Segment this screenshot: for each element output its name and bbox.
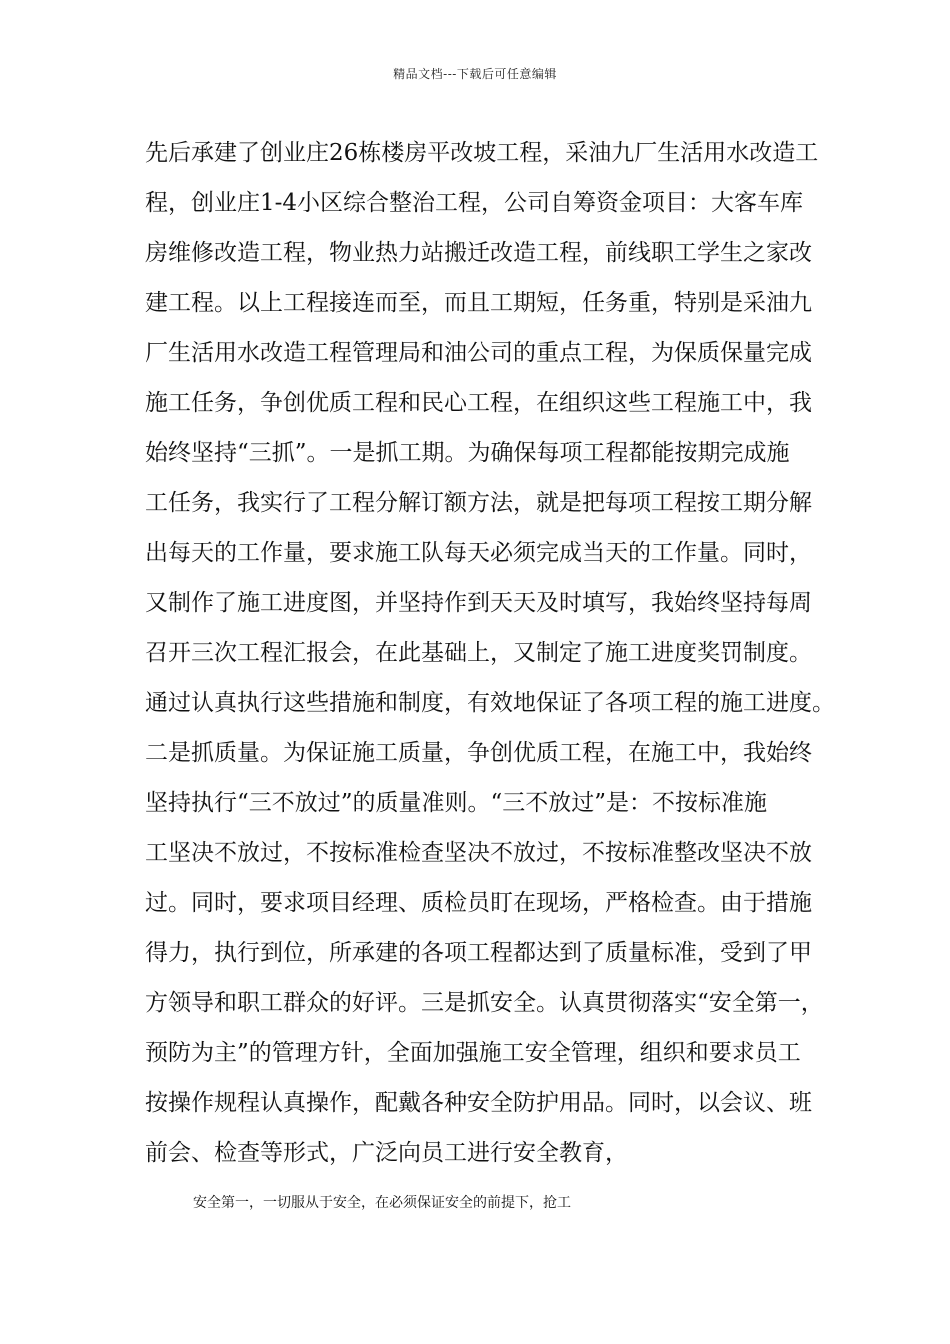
- text-line: 工任务，我实行了工程分解订额方法，就是把每项工程按工期分解: [145, 490, 812, 516]
- text-line: 又制作了施工进度图，并坚持作到天天及时填写，我始终坚持每周: [145, 590, 812, 616]
- text-line: 按操作规程认真操作，配戴各种安全防护用品。同时，以会议、班: [145, 1090, 812, 1116]
- text-line: 前会、检查等形式，广泛向员工进行安全教育，: [145, 1140, 628, 1166]
- paragraph-first-line: 安全第一，一切服从于安全，在必须保证安全的前提下，抢工: [193, 1195, 571, 1211]
- text-line: 二是抓质量。为保证施工质量，争创优质工程，在施工中，我始终: [145, 740, 812, 766]
- text-line: 坚持执行“三不放过”的质量准则。“三不放过”是：不按标准施: [145, 790, 768, 816]
- text-line: 先后承建了创业庄26栋楼房平改坡工程，采油九厂生活用水改造工: [145, 140, 819, 166]
- text-line: 得力，执行到位，所承建的各项工程都达到了质量标准，受到了甲: [145, 940, 812, 966]
- page-header: 精品文档---下载后可任意编辑: [393, 67, 557, 81]
- text-line: 工坚决不放过，不按标准检查坚决不放过，不按标准整改坚决不放: [145, 840, 812, 866]
- text-line: 方领导和职工群众的好评。三是抓安全。认真贯彻落实“安全第一，: [145, 990, 824, 1016]
- text-line: 召开三次工程汇报会，在此基础上，又制定了施工进度奖罚制度。: [145, 640, 812, 666]
- text-line: 过。同时，要求项目经理、质检员盯在现场，严格检查。由于措施: [145, 890, 812, 916]
- text-line: 预防为主”的管理方针，全面加强施工安全管理，组织和要求员工: [145, 1040, 801, 1066]
- text-line: 出每天的工作量，要求施工队每天必须完成当天的工作量。同时，: [145, 540, 812, 566]
- text-line: 房维修改造工程，物业热力站搬迁改造工程，前线职工学生之家改: [145, 240, 812, 266]
- text-line: 程，创业庄1-4小区综合整治工程，公司自筹资金项目：大客车库: [145, 190, 804, 216]
- text-line: 始终坚持“三抓”。一是抓工期。为确保每项工程都能按期完成施: [145, 440, 790, 466]
- text-line: 建工程。以上工程接连而至，而且工期短，任务重，特别是采油九: [145, 290, 812, 316]
- text-line: 厂生活用水改造工程管理局和油公司的重点工程，为保质保量完成: [145, 340, 812, 366]
- text-line: 通过认真执行这些措施和制度，有效地保证了各项工程的施工进度。: [145, 690, 835, 716]
- text-line: 施工任务，争创优质工程和民心工程，在组织这些工程施工中，我: [145, 390, 812, 416]
